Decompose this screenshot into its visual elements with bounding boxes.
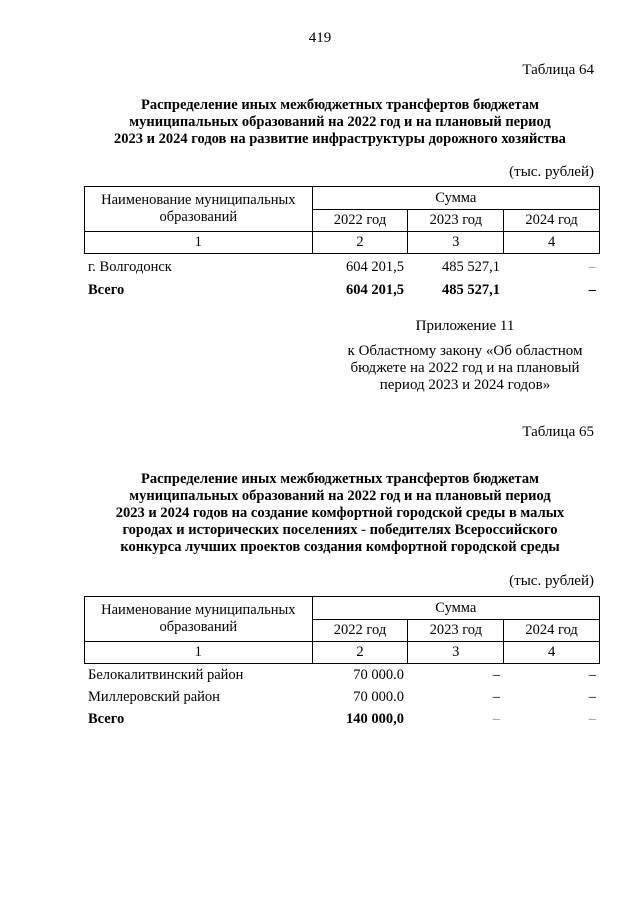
row-name: Белокалитвинский район <box>88 667 244 683</box>
row-value-2023: – <box>492 667 500 683</box>
appendix-title: Приложение 11 <box>415 318 515 334</box>
col-number-2: 2 <box>312 642 408 664</box>
header-year-2023: 2023 год <box>408 620 504 642</box>
table-label-65: Таблица 65 <box>522 424 594 440</box>
table-64-title <box>80 97 600 148</box>
total-name: Всего <box>88 711 125 727</box>
header-sum: Сумма <box>312 187 599 210</box>
total-row <box>88 711 600 731</box>
total-value-2023: – <box>492 711 500 727</box>
col-number-3: 3 <box>408 232 504 254</box>
total-value-2022: 140 000,0 <box>346 711 404 727</box>
total-value-2024: – <box>588 711 596 727</box>
col-number-4: 4 <box>504 642 600 664</box>
row-value-2023: – <box>492 689 500 705</box>
table-row <box>88 689 600 709</box>
header-year-2022: 2022 год <box>312 210 408 232</box>
title-line: 2023 и 2024 годов на развитие инфраструктуры дорожного хозяйства <box>114 131 566 147</box>
title-line: городах и исторических поселениях - победителях Всероссийского <box>122 522 558 538</box>
appendix-line: период 2023 и 2024 годов» <box>379 377 551 393</box>
title-line: 2023 и 2024 годов на создание комфортной городской среды в малых <box>115 505 565 521</box>
table-65-header <box>84 596 600 664</box>
header-sum: Сумма <box>312 597 599 620</box>
col-number-2: 2 <box>312 232 408 254</box>
total-value-2022: 604 201,5 <box>346 282 404 298</box>
header-year-2023: 2023 год <box>408 210 504 232</box>
table-label-64: Таблица 64 <box>522 62 594 78</box>
units-label: (тыс. рублей) <box>509 573 594 589</box>
total-value-2023: 485 527,1 <box>442 282 500 298</box>
appendix-line: к Областному закону «Об областном <box>347 343 583 359</box>
table-65-title <box>80 471 600 556</box>
col-number-4: 4 <box>504 232 600 254</box>
row-value-2022: 70 000.0 <box>353 667 404 683</box>
header-name-column: Наименование муниципальных образований <box>85 597 313 642</box>
header-year-2022: 2022 год <box>312 620 408 642</box>
col-number-1: 1 <box>85 642 313 664</box>
row-value-2022: 70 000.0 <box>353 689 404 705</box>
appendix-block <box>340 318 590 394</box>
row-value-2024: – <box>588 689 596 705</box>
title-line: муниципальных образований на 2022 год и на плановый период <box>129 488 551 504</box>
table-row <box>88 259 600 279</box>
title-line: муниципальных образований на 2022 год и на плановый период <box>129 114 551 130</box>
page-number: 419 <box>308 30 332 46</box>
col-number-1: 1 <box>85 232 313 254</box>
row-value-2023: 485 527,1 <box>442 259 500 275</box>
row-value-2024: – <box>588 259 596 275</box>
header-name-column: Наименование муниципальных образований <box>85 187 313 232</box>
row-value-2024: – <box>588 667 596 683</box>
units-label: (тыс. рублей) <box>509 164 594 180</box>
total-name: Всего <box>88 282 125 298</box>
table-row <box>88 667 600 687</box>
title-line: Распределение иных межбюджетных трансфертов бюджетам <box>141 471 539 487</box>
header-year-2024: 2024 год <box>504 620 600 642</box>
table-64-header <box>84 186 600 254</box>
row-name: г. Волгодонск <box>88 259 172 275</box>
appendix-line: бюджете на 2022 год и на плановый <box>350 360 580 376</box>
row-name: Миллеровский район <box>88 689 220 705</box>
row-value-2022: 604 201,5 <box>346 259 404 275</box>
total-value-2024: – <box>588 282 596 298</box>
title-line: Распределение иных межбюджетных трансфертов бюджетам <box>141 97 539 113</box>
col-number-3: 3 <box>408 642 504 664</box>
header-year-2024: 2024 год <box>504 210 600 232</box>
total-row <box>88 282 600 302</box>
title-line: конкурса лучших проектов создания комфортной городской среды <box>120 539 560 555</box>
